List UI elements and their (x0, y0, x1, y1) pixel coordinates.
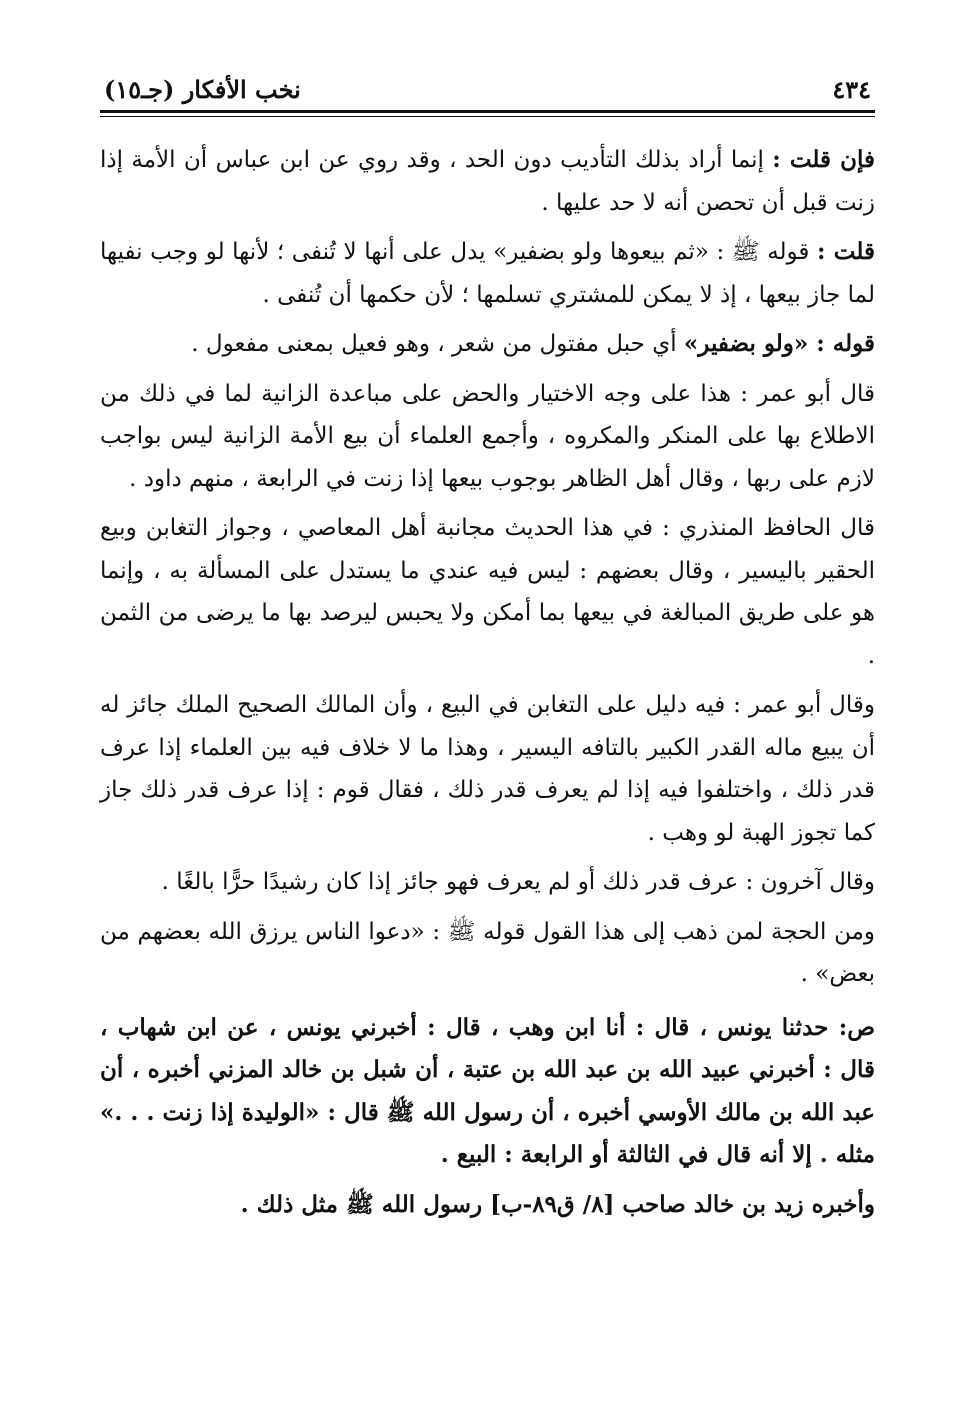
paragraph: قال أبو عمر : هذا على وجه الاختيار والحض على مباعدة الزانية لما في ذلك من الاطلاع بها على المنكر والمكروه ، وأجمع العلماء أن بيع الأمة الزانية ليس بواجب لازم على ربها ، وقال أهل الظاهر بوجوب بيعها إذا زنت في الرابعة ، منهم داود . (100, 380, 875, 492)
header-rule-thin (100, 116, 875, 117)
paragraph: ومن الحجة لمن ذهب إلى هذا القول قوله ﷺ : «دعوا الناس يرزق الله بعضهم من بعض» . (100, 918, 875, 987)
paragraph: قوله : «ولو بضفير» أي حبل مفتول من شعر ، وهو فعيل بمعنى مفعول . (191, 330, 875, 357)
paragraph: وقال أبو عمر : فيه دليل على التغابن في البيع ، وأن المالك الصحيح الملك جائز له أن يبيع ماله القدر الكبير بالتافه اليسير ، وهذا ما لا خلاف فيه بين العلماء إذا عرف قدر ذلك ، واختلفوا فيه إذا لم يعرف قدر ذلك ، فقال قوم : إذا عرف قدر ذلك جاز كما تجوز الهبة لو وهب . (100, 692, 875, 846)
running-title: نخب الأفكار (جـ١٥) (104, 75, 301, 104)
header-rule-thick (100, 110, 875, 113)
page-number: ٤٣٤ (832, 75, 871, 104)
document-page (100, 60, 875, 1233)
paragraph: قلت : قوله ﷺ : «ثم بيعوها ولو بضفير» يدل على أنها لا تُنفى ؛ لأنها لو وجب نفيها لما جاز بيعها ، إذ لا يمكن للمشتري تسلمها ؛ لأن حكمها أن تُنفى . (100, 238, 875, 308)
paragraph: وقال آخرون : عرف قدر ذلك أو لم يعرف فهو جائز إذا كان رشيدًا حرًّا بالغًا . (161, 869, 875, 895)
page-header (100, 60, 875, 104)
page-body (100, 139, 875, 1226)
hadith-text: وأخبره زيد بن خالد صاحب [٨/ ق٨٩-ب] رسول الله ﷺ مثل ذلك . (240, 1190, 875, 1218)
paragraph: قال الحافظ المنذري : في هذا الحديث مجانبة أهل المعاصي ، وجواز التغابن وبيع الحقير باليسير ، وقال بعضهم : ليس فيه عندي ما يستدل على المسألة به ، وإنما هو على طريق المبالغة في بيعها بما أمكن ولا يحبس ليرصد بها ما يرضى من الثمن . (100, 515, 875, 669)
hadith-text: ص: حدثنا يونس ، قال : أنا ابن وهب ، قال : أخبرني يونس ، عن ابن شهاب ، قال : أخبرني عبيد الله بن عبد الله بن عتبة ، أن شبل بن خالد المزني أخبره ، أن عبد الله بن مالك الأوسي أخبره ، أن رسول الله ﷺ قال : «الوليدة إذا زنت . . .» مثله . إلا أنه قال في الثالثة أو الرابعة : البيع . (100, 1013, 875, 1168)
paragraph: فإن قلت : إنما أراد بذلك التأديب دون الحد ، وقد روي عن ابن عباس أن الأمة إذا زنت قبل أن تحصن أنه لا حد عليها . (100, 146, 876, 216)
